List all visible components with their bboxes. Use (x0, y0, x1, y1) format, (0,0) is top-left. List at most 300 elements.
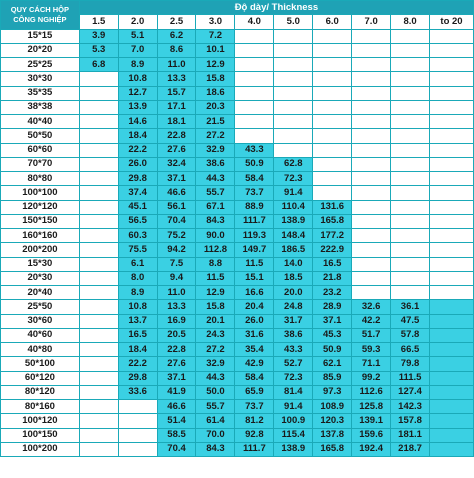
empty-cell (235, 115, 274, 129)
weight-cell: 24.8 (274, 300, 313, 314)
thickness-header: Độ dày/ Thickness (79, 1, 473, 15)
weight-cell: 72.3 (274, 172, 313, 186)
weight-cell: 62.8 (274, 157, 313, 171)
weight-cell: 38.6 (196, 157, 235, 171)
spec-cell: 160*160 (1, 229, 80, 243)
table-row (1, 271, 474, 285)
empty-cell (430, 428, 474, 442)
weight-cell: 27.2 (196, 129, 235, 143)
empty-cell (79, 271, 118, 285)
weight-cell: 138.9 (274, 214, 313, 228)
table-row (1, 172, 474, 186)
weight-cell: 5.1 (118, 29, 157, 43)
empty-cell (391, 243, 430, 257)
spec-cell: 50*50 (1, 129, 80, 143)
weight-cell: 16.6 (235, 286, 274, 300)
weight-cell: 13.3 (157, 72, 196, 86)
thickness-column-header: 2.0 (118, 15, 157, 29)
empty-cell (391, 286, 430, 300)
spec-cell: 80*80 (1, 172, 80, 186)
empty-cell (430, 343, 474, 357)
empty-cell (391, 257, 430, 271)
weight-cell: 8.9 (118, 58, 157, 72)
weight-cell: 112.6 (352, 385, 391, 399)
table-row (1, 29, 474, 43)
weight-cell: 45.1 (118, 200, 157, 214)
weight-cell: 16.5 (118, 328, 157, 342)
table-row (1, 86, 474, 100)
table-row (1, 58, 474, 72)
weight-cell: 10.8 (118, 300, 157, 314)
weight-cell: 26.0 (118, 157, 157, 171)
weight-cell: 41.9 (157, 385, 196, 399)
weight-cell: 88.9 (235, 200, 274, 214)
table-row (1, 214, 474, 228)
weight-cell: 42.9 (235, 357, 274, 371)
weight-cell: 125.8 (352, 400, 391, 414)
empty-cell (79, 328, 118, 342)
weight-cell: 58.4 (235, 371, 274, 385)
weight-cell: 22.2 (118, 357, 157, 371)
weight-cell: 60.3 (118, 229, 157, 243)
empty-cell (430, 157, 474, 171)
table-row (1, 100, 474, 114)
empty-cell (352, 200, 391, 214)
weight-cell: 43.3 (274, 343, 313, 357)
weight-cell: 44.3 (196, 371, 235, 385)
weight-cell: 11.0 (157, 286, 196, 300)
weight-cell: 14.6 (118, 115, 157, 129)
weight-cell: 127.4 (391, 385, 430, 399)
weight-cell: 23.2 (313, 286, 352, 300)
spec-cell: 80*120 (1, 385, 80, 399)
empty-cell (391, 29, 430, 43)
empty-cell (274, 72, 313, 86)
empty-cell (430, 86, 474, 100)
spec-cell: 100*200 (1, 442, 80, 456)
empty-cell (430, 58, 474, 72)
empty-cell (430, 357, 474, 371)
thickness-column-header: 1.5 (79, 15, 118, 29)
weight-cell: 110.4 (274, 200, 313, 214)
spec-header-line2: CÔNG NGHIỆP (13, 14, 67, 24)
spec-cell: 15*15 (1, 29, 80, 43)
empty-cell (313, 43, 352, 57)
empty-cell (391, 186, 430, 200)
empty-cell (79, 314, 118, 328)
empty-cell (430, 129, 474, 143)
empty-cell (430, 243, 474, 257)
empty-cell (430, 286, 474, 300)
weight-cell: 46.6 (157, 186, 196, 200)
empty-cell (430, 229, 474, 243)
thickness-column-header: to 20 (430, 15, 474, 29)
empty-cell (79, 214, 118, 228)
weight-cell: 11.5 (235, 257, 274, 271)
empty-cell (235, 43, 274, 57)
spec-cell: 40*60 (1, 328, 80, 342)
weight-cell: 84.3 (196, 214, 235, 228)
table-row (1, 314, 474, 328)
weight-cell: 51.7 (352, 328, 391, 342)
weight-cell: 97.3 (313, 385, 352, 399)
header-row-title (1, 1, 474, 15)
empty-cell (391, 157, 430, 171)
empty-cell (79, 414, 118, 428)
weight-cell: 31.7 (274, 314, 313, 328)
table-row (1, 414, 474, 428)
weight-cell: 115.4 (274, 428, 313, 442)
weight-cell: 18.4 (118, 129, 157, 143)
spec-cell: 30*60 (1, 314, 80, 328)
empty-cell (352, 229, 391, 243)
spec-cell: 60*120 (1, 371, 80, 385)
weight-cell: 37.4 (118, 186, 157, 200)
weight-cell: 37.1 (313, 314, 352, 328)
table-row (1, 186, 474, 200)
weight-cell: 59.3 (352, 343, 391, 357)
weight-cell: 42.2 (352, 314, 391, 328)
spec-cell: 100*120 (1, 414, 80, 428)
empty-cell (352, 186, 391, 200)
empty-cell (79, 357, 118, 371)
empty-cell (391, 172, 430, 186)
empty-cell (313, 186, 352, 200)
empty-cell (352, 157, 391, 171)
weight-cell: 72.3 (274, 371, 313, 385)
weight-cell: 70.0 (196, 428, 235, 442)
weight-cell: 84.3 (196, 442, 235, 456)
weight-cell: 157.8 (391, 414, 430, 428)
empty-cell (79, 343, 118, 357)
spec-cell: 20*30 (1, 271, 80, 285)
weight-cell: 51.4 (157, 414, 196, 428)
weight-cell: 81.4 (274, 385, 313, 399)
weight-cell: 131.6 (313, 200, 352, 214)
table-row (1, 129, 474, 143)
weight-cell: 222.9 (313, 243, 352, 257)
weight-cell: 46.6 (157, 400, 196, 414)
empty-cell (79, 286, 118, 300)
empty-cell (391, 58, 430, 72)
weight-cell: 18.1 (157, 115, 196, 129)
empty-cell (79, 100, 118, 114)
empty-cell (118, 414, 157, 428)
empty-cell (235, 100, 274, 114)
weight-cell: 85.9 (313, 371, 352, 385)
empty-cell (235, 129, 274, 143)
weight-cell: 148.4 (274, 229, 313, 243)
weight-cell: 15.1 (235, 271, 274, 285)
empty-cell (79, 200, 118, 214)
empty-cell (352, 29, 391, 43)
empty-cell (79, 186, 118, 200)
weight-cell: 20.3 (196, 100, 235, 114)
weight-cell: 37.1 (157, 371, 196, 385)
weight-cell: 177.2 (313, 229, 352, 243)
weight-cell: 38.6 (274, 328, 313, 342)
weight-cell: 11.0 (157, 58, 196, 72)
empty-cell (79, 72, 118, 86)
weight-cell: 32.9 (196, 143, 235, 157)
empty-cell (430, 115, 474, 129)
table-row (1, 400, 474, 414)
empty-cell (430, 100, 474, 114)
spec-cell: 35*35 (1, 86, 80, 100)
weight-cell: 75.2 (157, 229, 196, 243)
empty-cell (235, 29, 274, 43)
empty-cell (430, 314, 474, 328)
weight-cell: 6.1 (118, 257, 157, 271)
spec-cell: 100*100 (1, 186, 80, 200)
weight-cell: 181.1 (391, 428, 430, 442)
thickness-column-header: 2.5 (157, 15, 196, 29)
empty-cell (430, 143, 474, 157)
empty-cell (274, 86, 313, 100)
weight-cell: 8.6 (157, 43, 196, 57)
weight-cell: 35.4 (235, 343, 274, 357)
empty-cell (79, 371, 118, 385)
empty-cell (313, 115, 352, 129)
table-row (1, 300, 474, 314)
weight-cell: 137.8 (313, 428, 352, 442)
weight-cell: 91.4 (274, 186, 313, 200)
weight-cell: 18.4 (118, 343, 157, 357)
weight-cell: 32.9 (196, 357, 235, 371)
weight-cell: 90.0 (196, 229, 235, 243)
weight-cell: 17.1 (157, 100, 196, 114)
table-row (1, 243, 474, 257)
weight-cell: 55.7 (196, 186, 235, 200)
empty-cell (313, 143, 352, 157)
spec-cell: 60*60 (1, 143, 80, 157)
weight-cell: 112.8 (196, 243, 235, 257)
spec-header-line1: QUY CÁCH HỘP (10, 4, 69, 14)
weight-cell: 61.4 (196, 414, 235, 428)
empty-cell (352, 271, 391, 285)
empty-cell (430, 271, 474, 285)
weight-cell: 71.1 (352, 357, 391, 371)
table-row (1, 72, 474, 86)
empty-cell (313, 100, 352, 114)
weight-cell: 57.8 (391, 328, 430, 342)
weight-cell: 62.1 (313, 357, 352, 371)
empty-cell (79, 400, 118, 414)
weight-cell: 21.5 (196, 115, 235, 129)
empty-cell (391, 129, 430, 143)
empty-cell (352, 129, 391, 143)
table-row (1, 343, 474, 357)
weight-cell: 5.3 (79, 43, 118, 57)
empty-cell (391, 43, 430, 57)
empty-cell (118, 442, 157, 456)
weight-cell: 9.4 (157, 271, 196, 285)
weight-cell: 32.6 (352, 300, 391, 314)
weight-cell: 32.4 (157, 157, 196, 171)
empty-cell (79, 428, 118, 442)
weight-cell: 91.4 (274, 400, 313, 414)
weight-cell: 21.8 (313, 271, 352, 285)
weight-cell: 29.8 (118, 172, 157, 186)
spec-cell: 20*40 (1, 286, 80, 300)
spec-cell: 38*38 (1, 100, 80, 114)
spec-cell: 40*80 (1, 343, 80, 357)
spec-cell: 120*120 (1, 200, 80, 214)
empty-cell (79, 442, 118, 456)
empty-cell (79, 86, 118, 100)
weight-cell: 73.7 (235, 186, 274, 200)
weight-cell: 111.5 (391, 371, 430, 385)
empty-cell (274, 100, 313, 114)
spec-cell: 30*30 (1, 72, 80, 86)
weight-cell: 16.5 (313, 257, 352, 271)
weight-cell: 92.8 (235, 428, 274, 442)
empty-cell (430, 214, 474, 228)
weight-cell: 8.9 (118, 286, 157, 300)
empty-cell (79, 300, 118, 314)
weight-cell: 7.2 (196, 29, 235, 43)
empty-cell (274, 129, 313, 143)
weight-cell: 50.0 (196, 385, 235, 399)
empty-cell (274, 29, 313, 43)
table-row (1, 229, 474, 243)
table-row (1, 371, 474, 385)
weight-cell: 108.9 (313, 400, 352, 414)
empty-cell (274, 43, 313, 57)
spec-cell: 40*40 (1, 115, 80, 129)
weight-cell: 6.8 (79, 58, 118, 72)
table-row (1, 442, 474, 456)
empty-cell (430, 300, 474, 314)
empty-cell (430, 257, 474, 271)
empty-cell (79, 229, 118, 243)
weight-cell: 12.9 (196, 58, 235, 72)
empty-cell (391, 143, 430, 157)
empty-cell (352, 143, 391, 157)
weight-cell: 27.2 (196, 343, 235, 357)
weight-cell: 13.3 (157, 300, 196, 314)
empty-cell (352, 243, 391, 257)
table-row (1, 43, 474, 57)
spec-cell: 50*100 (1, 357, 80, 371)
weight-cell: 139.1 (352, 414, 391, 428)
weight-cell: 65.9 (235, 385, 274, 399)
spec-cell: 70*70 (1, 157, 80, 171)
empty-cell (274, 143, 313, 157)
empty-cell (430, 43, 474, 57)
weight-cell: 52.7 (274, 357, 313, 371)
empty-cell (391, 214, 430, 228)
empty-cell (391, 100, 430, 114)
weight-cell: 70.4 (157, 214, 196, 228)
empty-cell (313, 86, 352, 100)
empty-cell (118, 428, 157, 442)
empty-cell (79, 129, 118, 143)
weight-cell: 50.9 (313, 343, 352, 357)
weight-cell: 56.1 (157, 200, 196, 214)
empty-cell (313, 172, 352, 186)
empty-cell (313, 72, 352, 86)
empty-cell (79, 243, 118, 257)
weight-cell: 100.9 (274, 414, 313, 428)
empty-cell (352, 286, 391, 300)
table-row (1, 115, 474, 129)
weight-cell: 70.4 (157, 442, 196, 456)
weight-cell: 36.1 (391, 300, 430, 314)
spec-cell: 80*160 (1, 400, 80, 414)
weight-cell: 12.9 (196, 286, 235, 300)
empty-cell (430, 400, 474, 414)
weight-cell: 28.9 (313, 300, 352, 314)
weight-cell: 73.7 (235, 400, 274, 414)
weight-cell: 14.0 (274, 257, 313, 271)
empty-cell (352, 115, 391, 129)
weight-cell: 45.3 (313, 328, 352, 342)
weight-cell: 120.3 (313, 414, 352, 428)
weight-cell: 138.9 (274, 442, 313, 456)
weight-cell: 218.7 (391, 442, 430, 456)
empty-cell (352, 58, 391, 72)
weight-cell: 11.5 (196, 271, 235, 285)
weight-cell: 13.9 (118, 100, 157, 114)
weight-cell: 33.6 (118, 385, 157, 399)
weight-cell: 67.1 (196, 200, 235, 214)
spec-cell: 25*25 (1, 58, 80, 72)
table-row (1, 286, 474, 300)
empty-cell (274, 115, 313, 129)
weight-cell: 192.4 (352, 442, 391, 456)
empty-cell (352, 43, 391, 57)
thickness-column-header: 7.0 (352, 15, 391, 29)
empty-cell (313, 58, 352, 72)
weight-cell: 18.6 (196, 86, 235, 100)
empty-cell (79, 385, 118, 399)
weight-cell: 13.7 (118, 314, 157, 328)
empty-cell (313, 129, 352, 143)
empty-cell (79, 143, 118, 157)
weight-cell: 27.6 (157, 357, 196, 371)
table-row (1, 157, 474, 171)
weight-cell: 47.5 (391, 314, 430, 328)
thickness-column-header: 6.0 (313, 15, 352, 29)
weight-cell: 27.6 (157, 143, 196, 157)
empty-cell (352, 257, 391, 271)
weight-cell: 20.0 (274, 286, 313, 300)
empty-cell (391, 200, 430, 214)
empty-cell (352, 172, 391, 186)
weight-cell: 18.5 (274, 271, 313, 285)
weight-cell: 6.2 (157, 29, 196, 43)
thickness-column-header: 4.0 (235, 15, 274, 29)
empty-cell (352, 214, 391, 228)
weight-cell: 8.0 (118, 271, 157, 285)
weight-cell: 3.9 (79, 29, 118, 43)
weight-cell: 66.5 (391, 343, 430, 357)
table-row (1, 200, 474, 214)
weight-cell: 58.4 (235, 172, 274, 186)
empty-cell (430, 442, 474, 456)
spec-cell: 25*50 (1, 300, 80, 314)
thickness-column-header: 8.0 (391, 15, 430, 29)
empty-cell (79, 157, 118, 171)
empty-cell (430, 186, 474, 200)
weight-cell: 111.7 (235, 214, 274, 228)
weight-cell: 16.9 (157, 314, 196, 328)
empty-cell (391, 115, 430, 129)
weight-cell: 94.2 (157, 243, 196, 257)
weight-cell: 22.8 (157, 343, 196, 357)
empty-cell (391, 72, 430, 86)
